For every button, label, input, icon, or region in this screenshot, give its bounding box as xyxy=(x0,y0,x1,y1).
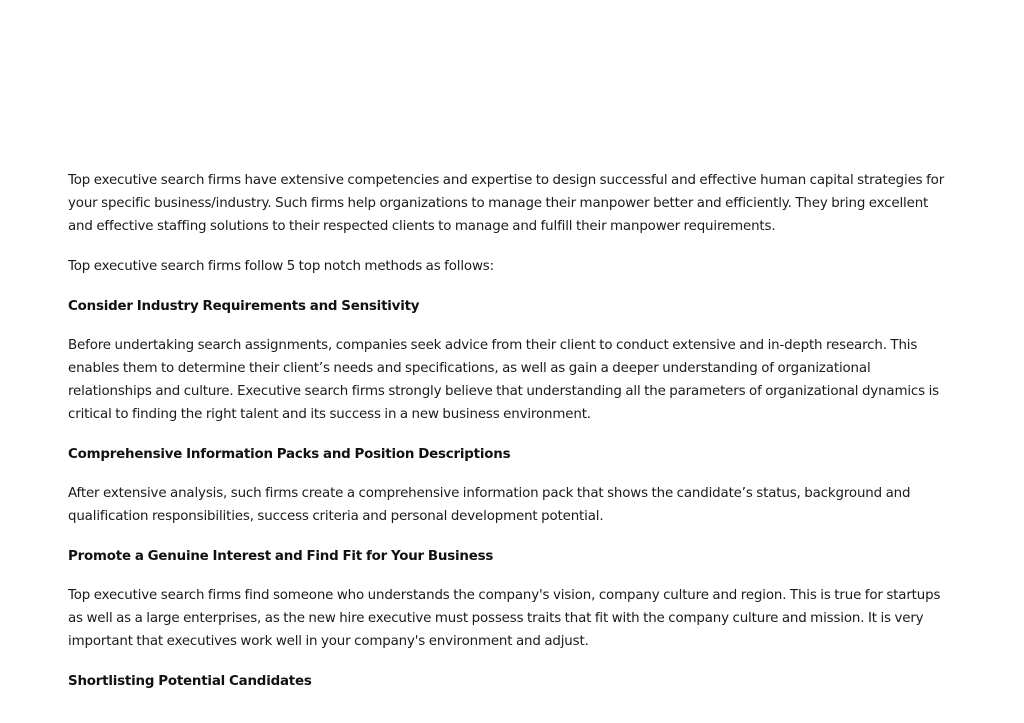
article-body xyxy=(68,169,956,709)
section-heading-information-packs: Comprehensive Information Packs and Position Descriptions xyxy=(68,447,511,462)
methods-lead-paragraph: Top executive search firms follow 5 top notch methods as follows: xyxy=(68,259,494,274)
section-heading-genuine-interest: Promote a Genuine Interest and Find Fit for Your Business xyxy=(68,549,494,564)
intro-paragraph: Top executive search firms have extensive competencies and expertise to design successful and effective human capital strategies for your specific business/industry. Such firms help organizations to manage their manpower better and efficiently. They bring excellent and effective staffing solutions to their respected clients to manage and fulfill their manpower requirements. xyxy=(68,173,945,234)
section-body-genuine-interest: Top executive search firms find someone who understands the company's vision, company culture and region. This is true for startups as well as a large enterprises, as the new hire executive must possess traits that fit with the company culture and mission. It is very important that executives work well in your company's environment and adjust. xyxy=(68,588,941,649)
section-heading-industry-requirements: Consider Industry Requirements and Sensitivity xyxy=(68,299,420,314)
section-heading-shortlisting: Shortlisting Potential Candidates xyxy=(68,674,312,689)
section-body-industry-requirements: Before undertaking search assignments, companies seek advice from their client to conduct extensive and in-depth research. This enables them to determine their client’s needs and specifications, as well as gain a deeper understanding of organizational relationships and culture. Executive search firms strongly believe that understanding all the parameters of organizational dynamics is critical to finding the right talent and its success in a new business environment. xyxy=(68,338,939,422)
section-body-information-packs: After extensive analysis, such firms create a comprehensive information pack that shows the candidate’s status, background and qualification responsibilities, success criteria and personal development potential. xyxy=(68,486,911,524)
